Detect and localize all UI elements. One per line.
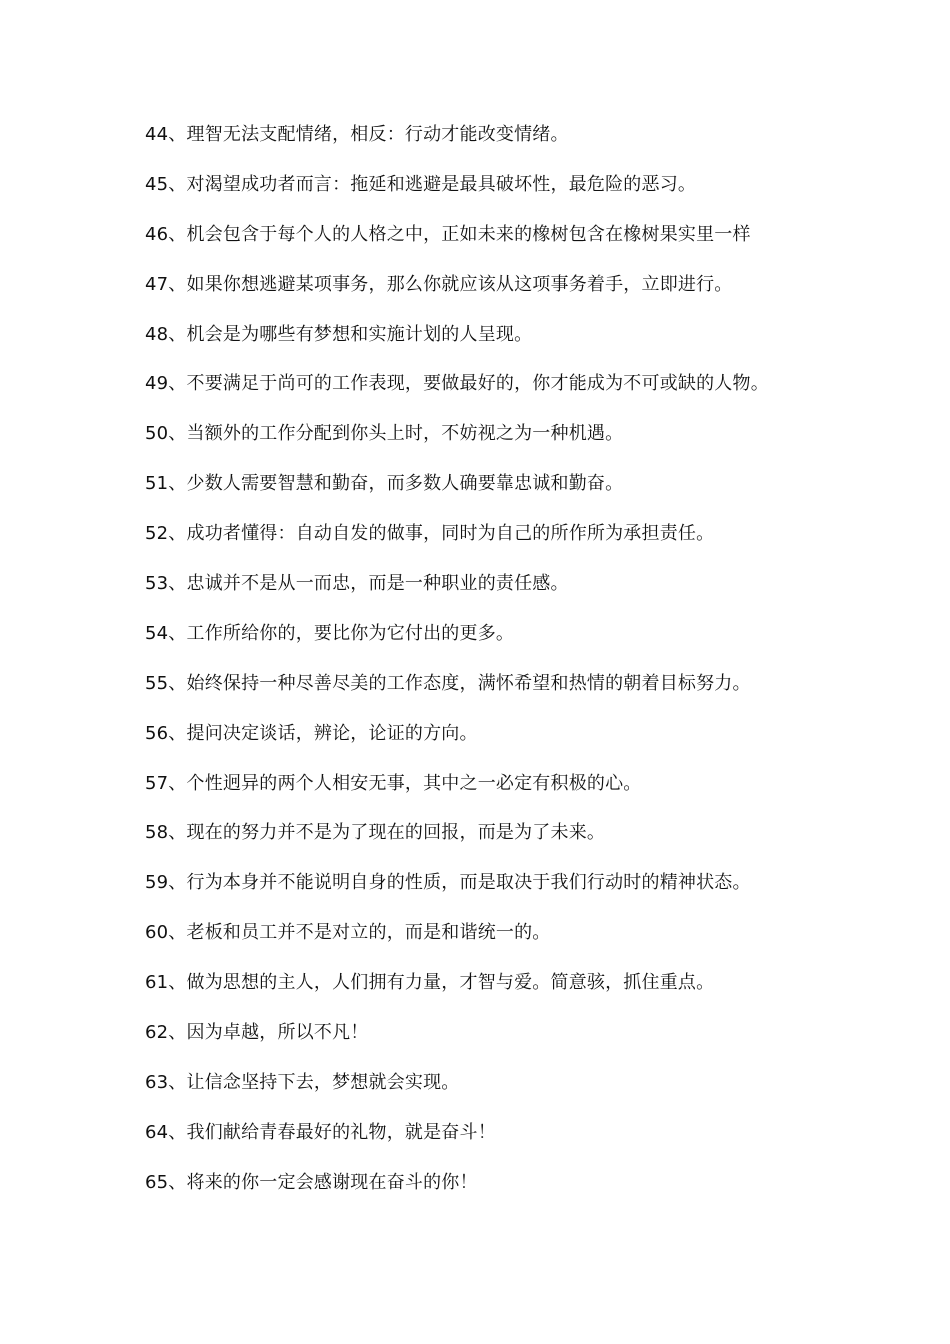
quote-line-51: 51、少数人需要智慧和勤奋，而多数人确要靠忠诚和勤奋。 xyxy=(145,473,624,495)
quote-line-44: 44、理智无法支配情绪，相反：行动才能改变情绪。 xyxy=(145,124,569,145)
quote-line-60: 60、老板和员工并不是对立的，而是和谐统一的。 xyxy=(145,922,551,944)
quote-line-56: 56、提问决定谈话，辨论，论证的方向。 xyxy=(145,722,478,744)
quote-line-46: 46、机会包含于每个人的人格之中，正如未来的橡树包含在橡树果实里一样 xyxy=(145,223,751,245)
quote-line-65: 65、将来的你一定会感谢现在奋斗的你！ xyxy=(145,1171,478,1193)
quote-line-47: 47、如果你想逃避某项事务，那么你就应该从这项事务着手，立即进行。 xyxy=(145,273,733,295)
quote-line-57: 57、个性迥异的两个人相安无事，其中之一必定有积极的心。 xyxy=(145,772,642,794)
quote-line-55: 55、始终保持一种尽善尽美的工作态度，满怀希望和热情的朝着目标努力。 xyxy=(145,672,751,694)
quote-line-53: 53、忠诚并不是从一而忠，而是一种职业的责任感。 xyxy=(145,573,569,595)
quote-list xyxy=(145,118,935,1216)
quote-line-59: 59、行为本身并不能说明自身的性质，而是取决于我们行动时的精神状态。 xyxy=(145,872,751,894)
quote-line-48: 48、机会是为哪些有梦想和实施计划的人呈现。 xyxy=(145,323,533,345)
quote-line-45: 45、对渴望成功者而言：拖延和逃避是最具破坏性，最危险的恶习。 xyxy=(145,173,697,195)
quote-line-58: 58、现在的努力并不是为了现在的回报，而是为了未来。 xyxy=(145,822,606,844)
quote-line-54: 54、工作所给你的，要比你为它付出的更多。 xyxy=(145,622,515,644)
quote-line-50: 50、当额外的工作分配到你头上时，不妨视之为一种机遇。 xyxy=(145,423,624,445)
quote-line-52: 52、成功者懂得：自动自发的做事，同时为自己的所作所为承担责任。 xyxy=(145,523,715,545)
quote-line-49: 49、不要满足于尚可的工作表现，要做最好的，你才能成为不可或缺的人物。 xyxy=(145,373,769,395)
quote-line-62: 62、因为卓越，所以不凡！ xyxy=(145,1022,369,1044)
quote-line-61: 61、做为思想的主人，人们拥有力量，才智与爱。简意骇，抓住重点。 xyxy=(145,972,715,994)
quote-line-64: 64、我们献给青春最好的礼物，就是奋斗！ xyxy=(145,1121,496,1143)
quote-line-63: 63、让信念坚持下去，梦想就会实现。 xyxy=(145,1071,460,1093)
